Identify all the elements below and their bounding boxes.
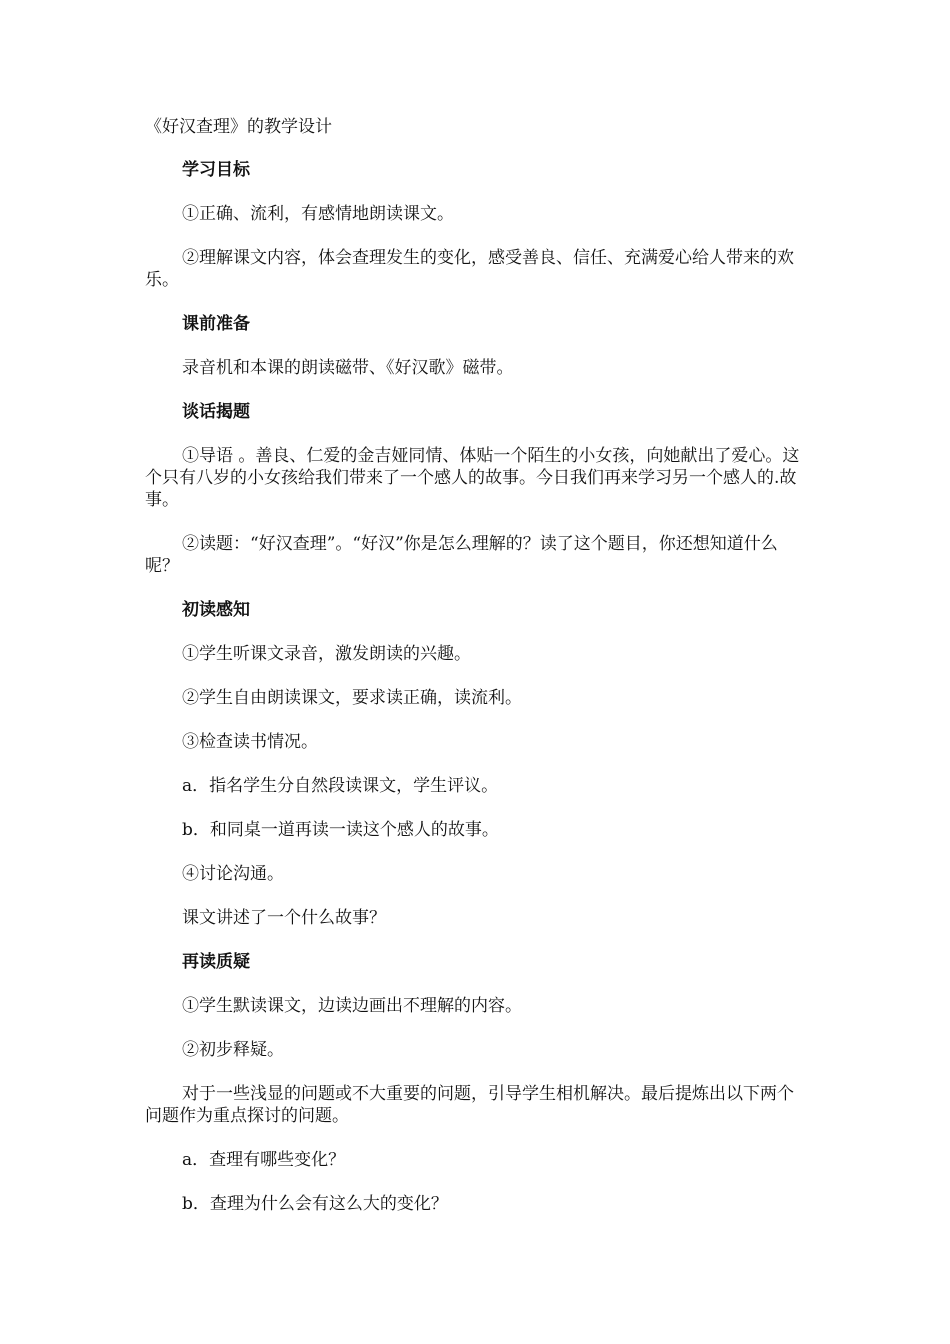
section-heading: 谈话揭题 (182, 402, 250, 422)
paragraph: ②初步释疑。 (182, 1040, 284, 1060)
section-heading: 课前准备 (182, 314, 250, 334)
paragraph: 录音机和本课的朗读磁带、《好汉歌》磁带。 (182, 358, 514, 378)
paragraph: 对于一些浅显的问题或不大重要的问题，引导学生相机解决。最后提炼出以下两个问题作为重点探讨的问题。 (145, 1084, 794, 1126)
paragraph: a．查理有哪些变化？ (182, 1150, 346, 1170)
section-heading: 初读感知 (182, 600, 250, 620)
paragraph: ①正确、流利，有感情地朗读课文。 (182, 204, 454, 224)
paragraph: ①学生听课文录音，激发朗读的兴趣。 (182, 644, 471, 664)
document-page (145, 115, 805, 1237)
paragraph: ④讨论沟通。 (182, 864, 284, 884)
section-heading: 再读质疑 (182, 952, 250, 972)
paragraph: a．指名学生分自然段读课文，学生评议。 (182, 776, 499, 796)
paragraph: ②读题：“好汉查理”。“好汉”你是怎么理解的？读了这个题目，你还想知道什么呢？ (145, 534, 778, 576)
document-title: 《好汉查理》的教学设计 (145, 117, 332, 137)
paragraph: ②学生自由朗读课文，要求读正确，读流利。 (182, 688, 522, 708)
paragraph: ③检查读书情况。 (182, 732, 318, 752)
document-body (145, 159, 805, 1215)
paragraph: ②理解课文内容，体会查理发生的变化，感受善良、信任、充满爱心给人带来的欢乐。 (145, 248, 794, 290)
paragraph: b．查理为什么会有这么大的变化？ (182, 1194, 448, 1214)
paragraph: ①导语 。善良、仁爱的金吉娅同情、体贴一个陌生的小女孩，向她献出了爱心。这个只有八岁的小女孩给我们带来了一个感人的故事。今日我们再来学习另一个感人的.故事。 (145, 446, 800, 510)
paragraph: ①学生默读课文，边读边画出不理解的内容。 (182, 996, 522, 1016)
paragraph: 课文讲述了一个什么故事？ (182, 908, 386, 928)
paragraph: b．和同桌一道再读一读这个感人的故事。 (182, 820, 499, 840)
section-heading: 学习目标 (182, 160, 250, 180)
